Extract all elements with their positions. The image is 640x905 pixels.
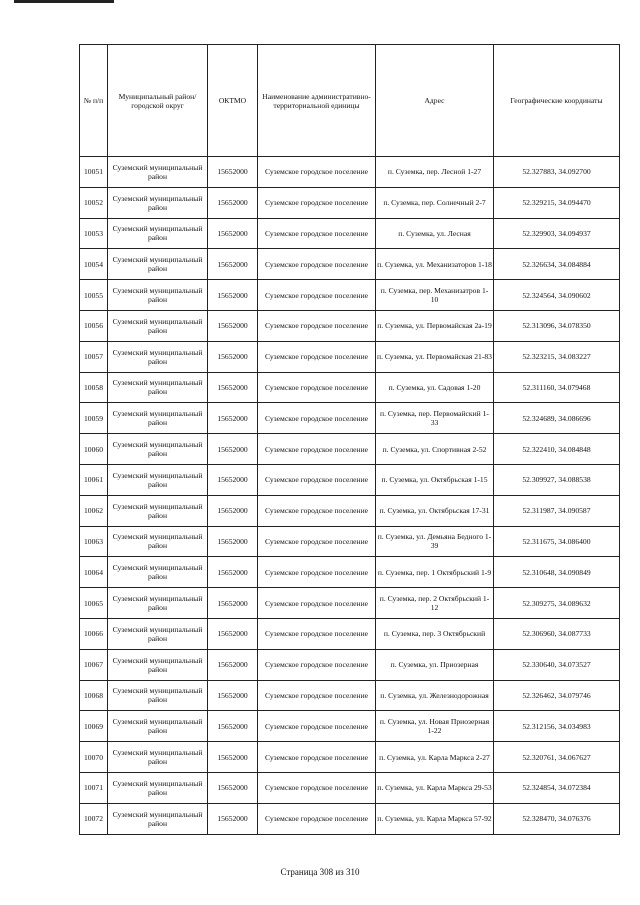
cell-address: п. Суземка, ул. Лесная [376, 218, 494, 249]
col-header-coords: Географические координаты [494, 45, 620, 157]
table-row [80, 341, 620, 372]
top-rule [14, 0, 114, 3]
header-row [80, 45, 620, 157]
cell-oktmo: 15652000 [208, 187, 258, 218]
cell-address: п. Суземка, ул. Первомайская 21-83 [376, 341, 494, 372]
cell-unit: Суземское городское поселение [258, 495, 376, 526]
cell-oktmo: 15652000 [208, 434, 258, 465]
cell-coords: 52.330640, 34.073527 [494, 649, 620, 680]
col-header-municipality: Муниципальный район/городской округ [108, 45, 208, 157]
cell-address: п. Суземка, пер. 3 Октябрьский [376, 618, 494, 649]
table-row [80, 280, 620, 311]
cell-address: п. Суземка, ул. Октябрьская 17-31 [376, 495, 494, 526]
cell-oktmo: 15652000 [208, 372, 258, 403]
cell-num: 10072 [80, 803, 108, 834]
cell-unit: Суземское городское поселение [258, 187, 376, 218]
cell-address: п. Суземка, пер. 1 Октябрьский 1-9 [376, 557, 494, 588]
cell-num: 10071 [80, 772, 108, 803]
table-row [80, 526, 620, 557]
cell-oktmo: 15652000 [208, 280, 258, 311]
cell-unit: Суземское городское поселение [258, 310, 376, 341]
cell-unit: Суземское городское поселение [258, 557, 376, 588]
cell-num: 10070 [80, 742, 108, 773]
table-row [80, 711, 620, 742]
page-number: Страница 308 из 310 [280, 867, 360, 877]
table-row [80, 649, 620, 680]
cell-unit: Суземское городское поселение [258, 280, 376, 311]
cell-municipality: Суземский муниципальный район [108, 680, 208, 711]
cell-coords: 52.310648, 34.090849 [494, 557, 620, 588]
table-row [80, 618, 620, 649]
cell-oktmo: 15652000 [208, 711, 258, 742]
cell-unit: Суземское городское поселение [258, 434, 376, 465]
cell-coords: 52.324854, 34.072384 [494, 772, 620, 803]
cell-municipality: Суземский муниципальный район [108, 772, 208, 803]
cell-municipality: Суземский муниципальный район [108, 711, 208, 742]
cell-municipality: Суземский муниципальный район [108, 588, 208, 619]
cell-num: 10058 [80, 372, 108, 403]
cell-unit: Суземское городское поселение [258, 157, 376, 188]
cell-coords: 52.322410, 34.084848 [494, 434, 620, 465]
cell-unit: Суземское городское поселение [258, 372, 376, 403]
cell-address: п. Суземка, ул. Садовая 1-20 [376, 372, 494, 403]
cell-coords: 52.311675, 34.086400 [494, 526, 620, 557]
cell-unit: Суземское городское поселение [258, 680, 376, 711]
cell-coords: 52.311987, 34.090587 [494, 495, 620, 526]
cell-oktmo: 15652000 [208, 742, 258, 773]
cell-oktmo: 15652000 [208, 341, 258, 372]
cell-oktmo: 15652000 [208, 310, 258, 341]
cell-unit: Суземское городское поселение [258, 341, 376, 372]
table-row [80, 249, 620, 280]
cell-address: п. Суземка, пер. 2 Октябрьский 1-12 [376, 588, 494, 619]
cell-num: 10054 [80, 249, 108, 280]
cell-num: 10067 [80, 649, 108, 680]
cell-address: п. Суземка, ул. Механизаторов 1-18 [376, 249, 494, 280]
cell-coords: 52.329215, 34.094470 [494, 187, 620, 218]
cell-address: п. Суземка, пер. Первомайский 1-33 [376, 403, 494, 434]
cell-coords: 52.311160, 34.079468 [494, 372, 620, 403]
cell-num: 10059 [80, 403, 108, 434]
cell-oktmo: 15652000 [208, 526, 258, 557]
cell-municipality: Суземский муниципальный район [108, 434, 208, 465]
cell-address: п. Суземка, ул. Октябрьская 1-15 [376, 464, 494, 495]
cell-num: 10064 [80, 557, 108, 588]
cell-municipality: Суземский муниципальный район [108, 803, 208, 834]
cell-oktmo: 15652000 [208, 680, 258, 711]
cell-coords: 52.326634, 34.084884 [494, 249, 620, 280]
cell-oktmo: 15652000 [208, 649, 258, 680]
cell-oktmo: 15652000 [208, 772, 258, 803]
cell-oktmo: 15652000 [208, 157, 258, 188]
cell-municipality: Суземский муниципальный район [108, 618, 208, 649]
table-row [80, 495, 620, 526]
cell-address: п. Суземка, ул. Карла Маркса 2-27 [376, 742, 494, 773]
cell-coords: 52.323215, 34.083227 [494, 341, 620, 372]
cell-municipality: Суземский муниципальный район [108, 310, 208, 341]
cell-num: 10068 [80, 680, 108, 711]
cell-coords: 52.324689, 34.086696 [494, 403, 620, 434]
cell-num: 10062 [80, 495, 108, 526]
cell-municipality: Суземский муниципальный район [108, 649, 208, 680]
cell-unit: Суземское городское поселение [258, 618, 376, 649]
cell-oktmo: 15652000 [208, 588, 258, 619]
cell-oktmo: 15652000 [208, 803, 258, 834]
cell-address: п. Суземка, ул. Приозерная [376, 649, 494, 680]
cell-num: 10065 [80, 588, 108, 619]
cell-coords: 52.327883, 34.092700 [494, 157, 620, 188]
table-row [80, 588, 620, 619]
table-row [80, 742, 620, 773]
cell-address: п. Суземка, ул. Карла Маркса 29-53 [376, 772, 494, 803]
cell-num: 10061 [80, 464, 108, 495]
registry-table [79, 44, 620, 835]
cell-address: п. Суземка, ул. Спортивная 2-52 [376, 434, 494, 465]
cell-municipality: Суземский муниципальный район [108, 742, 208, 773]
cell-unit: Суземское городское поселение [258, 772, 376, 803]
cell-municipality: Суземский муниципальный район [108, 495, 208, 526]
cell-address: п. Суземка, ул. Новая Приозерная 1-22 [376, 711, 494, 742]
cell-address: п. Суземка, ул. Карла Маркса 57-92 [376, 803, 494, 834]
cell-municipality: Суземский муниципальный район [108, 372, 208, 403]
cell-coords: 52.309275, 34.089632 [494, 588, 620, 619]
cell-address: п. Суземка, пер. Лесной 1-27 [376, 157, 494, 188]
cell-unit: Суземское городское поселение [258, 711, 376, 742]
cell-address: п. Суземка, пер. Солнечный 2-7 [376, 187, 494, 218]
col-header-oktmo: ОКТМО [208, 45, 258, 157]
cell-address: п. Суземка, ул. Первомайская 2а-19 [376, 310, 494, 341]
cell-coords: 52.329903, 34.094937 [494, 218, 620, 249]
cell-municipality: Суземский муниципальный район [108, 187, 208, 218]
cell-address: п. Суземка, пер. Механизатров 1-10 [376, 280, 494, 311]
cell-coords: 52.324564, 34.090602 [494, 280, 620, 311]
cell-municipality: Суземский муниципальный район [108, 157, 208, 188]
cell-coords: 52.320761, 34.067627 [494, 742, 620, 773]
col-header-address: Адрес [376, 45, 494, 157]
cell-num: 10066 [80, 618, 108, 649]
cell-num: 10052 [80, 187, 108, 218]
cell-unit: Суземское городское поселение [258, 649, 376, 680]
cell-oktmo: 15652000 [208, 618, 258, 649]
cell-unit: Суземское городское поселение [258, 403, 376, 434]
table-row [80, 680, 620, 711]
col-header-unit: Наименование административно-территориальной единицы [258, 45, 376, 157]
cell-num: 10051 [80, 157, 108, 188]
cell-num: 10055 [80, 280, 108, 311]
cell-coords: 52.328470, 34.076376 [494, 803, 620, 834]
cell-num: 10056 [80, 310, 108, 341]
cell-num: 10057 [80, 341, 108, 372]
cell-municipality: Суземский муниципальный район [108, 341, 208, 372]
cell-address: п. Суземка, ул. Демьяна Бедного 1-39 [376, 526, 494, 557]
cell-oktmo: 15652000 [208, 218, 258, 249]
cell-municipality: Суземский муниципальный район [108, 403, 208, 434]
cell-municipality: Суземский муниципальный район [108, 218, 208, 249]
cell-unit: Суземское городское поселение [258, 218, 376, 249]
table-row [80, 403, 620, 434]
table-row [80, 464, 620, 495]
table-row [80, 772, 620, 803]
cell-num: 10053 [80, 218, 108, 249]
cell-oktmo: 15652000 [208, 464, 258, 495]
cell-coords: 52.326462, 34.079746 [494, 680, 620, 711]
cell-unit: Суземское городское поселение [258, 803, 376, 834]
cell-municipality: Суземский муниципальный район [108, 557, 208, 588]
cell-unit: Суземское городское поселение [258, 464, 376, 495]
cell-municipality: Суземский муниципальный район [108, 526, 208, 557]
cell-oktmo: 15652000 [208, 403, 258, 434]
cell-municipality: Суземский муниципальный район [108, 464, 208, 495]
table-row [80, 157, 620, 188]
cell-address: п. Суземка, ул. Железнодорожная [376, 680, 494, 711]
table-row [80, 218, 620, 249]
cell-coords: 52.306960, 34.087733 [494, 618, 620, 649]
cell-unit: Суземское городское поселение [258, 526, 376, 557]
cell-oktmo: 15652000 [208, 557, 258, 588]
cell-unit: Суземское городское поселение [258, 742, 376, 773]
cell-num: 10063 [80, 526, 108, 557]
table-row [80, 372, 620, 403]
cell-oktmo: 15652000 [208, 249, 258, 280]
cell-oktmo: 15652000 [208, 495, 258, 526]
cell-municipality: Суземский муниципальный район [108, 280, 208, 311]
col-header-num: № п/п [80, 45, 108, 157]
table-row [80, 310, 620, 341]
table-row [80, 187, 620, 218]
cell-municipality: Суземский муниципальный район [108, 249, 208, 280]
table-row [80, 434, 620, 465]
cell-unit: Суземское городское поселение [258, 249, 376, 280]
cell-num: 10060 [80, 434, 108, 465]
cell-coords: 52.313096, 34.078350 [494, 310, 620, 341]
table-row [80, 557, 620, 588]
cell-coords: 52.312156, 34.034983 [494, 711, 620, 742]
table-row [80, 803, 620, 834]
cell-unit: Суземское городское поселение [258, 588, 376, 619]
cell-num: 10069 [80, 711, 108, 742]
cell-coords: 52.309927, 34.088538 [494, 464, 620, 495]
